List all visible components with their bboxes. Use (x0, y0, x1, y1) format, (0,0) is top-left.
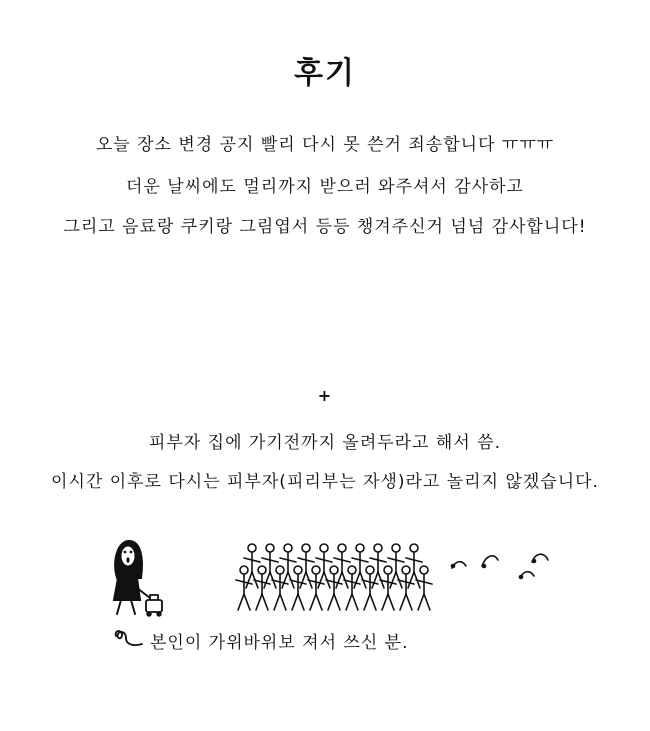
body-line-2: 더운 날씨에도 멀리까지 받으러 와주셔서 감사하고 (126, 177, 524, 197)
note-line-2: 이시간 이후로 다시는 피부자(피리부는 자생)라고 놀리지 않겠습니다. (51, 472, 599, 492)
plus-separator: + (317, 386, 333, 405)
body-line-3: 그리고 음료랑 쿠키랑 그림엽서 등등 챙겨주신거 넘넘 감사합니다! (63, 217, 587, 237)
suitcase-icon (146, 595, 162, 616)
caption-row (112, 625, 409, 655)
page-title: 후기 (294, 56, 356, 91)
stick-figure-crowd-icon (236, 544, 432, 610)
hopping-figure-icon (452, 554, 549, 578)
caption-text: 본인이 가위바위보 져서 쓰신 분. (150, 632, 409, 653)
arrow-doodle-icon (112, 628, 146, 652)
body-line-1: 오늘 장소 변경 공지 빨리 다시 못 쓴거 죄송합니다 ㅠㅠㅠ (95, 135, 555, 155)
scream-figure-icon (114, 541, 150, 614)
note-line-1: 피부자 집에 가기전까지 올려두라고 해서 씀. (148, 433, 502, 453)
